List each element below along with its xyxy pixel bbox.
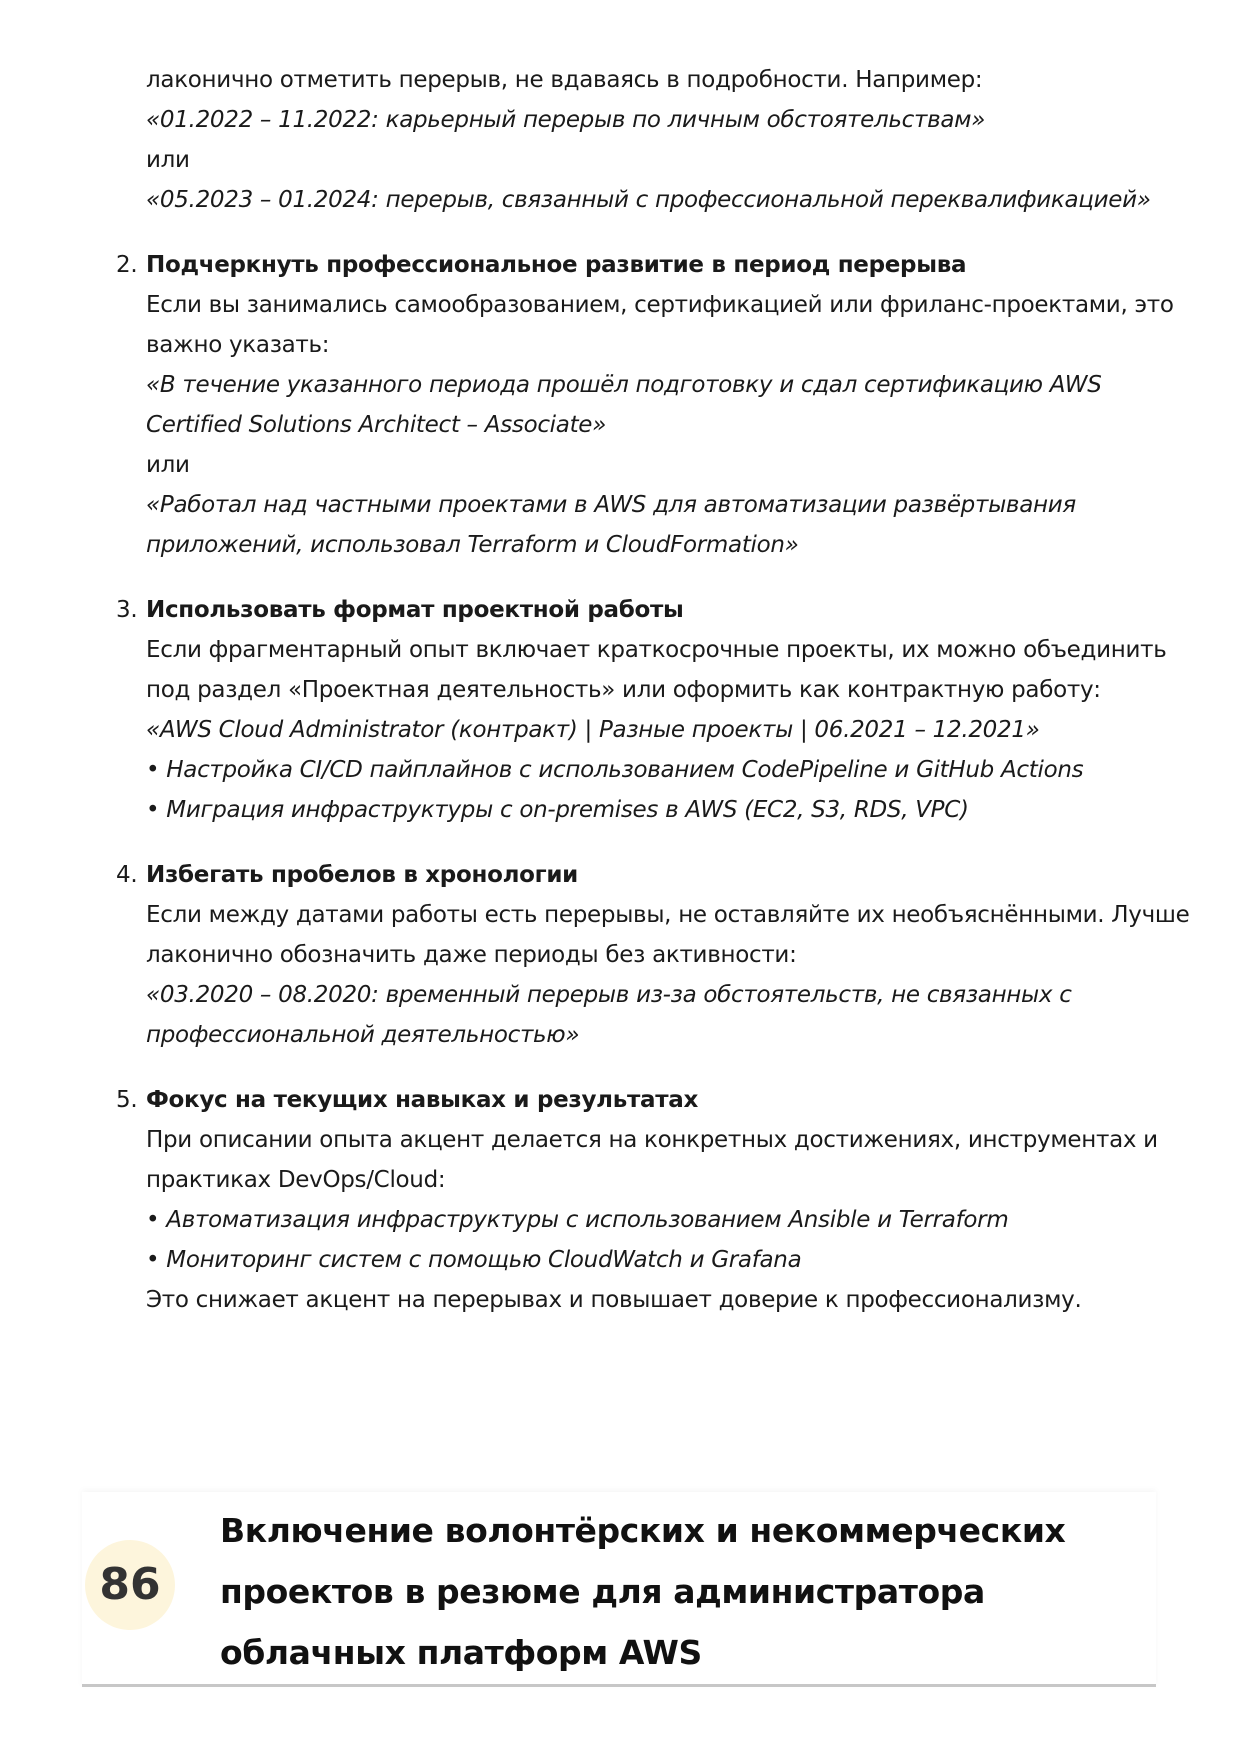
list-item-title: Подчеркнуть профессиональное развитие в период перерыва xyxy=(146,252,967,278)
list-item-number: 4. xyxy=(116,862,138,888)
chapter-title-line: облачных платформ AWS xyxy=(220,1633,702,1672)
list-item-example: «Работал над частными проектами в AWS для автоматизации развёртывания xyxy=(146,492,1076,518)
list-item-example: приложений, использовал Terraform и CloudFormation» xyxy=(146,532,799,558)
list-item-heading xyxy=(0,245,1239,285)
list-item-heading xyxy=(0,1080,1239,1120)
intro-line: лаконично отметить перерыв, не вдаваясь в подробности. Например: xyxy=(146,67,983,93)
list-item-example: «В течение указанного периода прошёл подготовку и сдал сертификацию AWS xyxy=(146,372,1102,398)
chapter-title-line: проектов в резюме для администратора xyxy=(220,1572,985,1611)
list-item-text: или xyxy=(146,452,190,478)
list-item-title: Фокус на текущих навыках и результатах xyxy=(146,1087,698,1113)
list-item-example: Certified Solutions Architect – Associate» xyxy=(146,412,607,438)
list-item-text: лаконично обозначить даже периоды без активности: xyxy=(146,942,797,968)
list-item-number: 5. xyxy=(116,1087,138,1113)
list-item-example: «AWS Cloud Administrator (контракт) | Разные проекты | 06.2021 – 12.2021» xyxy=(146,717,1040,743)
list-item-5 xyxy=(0,1080,1239,1320)
list-item-title: Использовать формат проектной работы xyxy=(146,597,684,623)
list-item-text: Если фрагментарный опыт включает краткосрочные проекты, их можно объединить xyxy=(146,637,1167,663)
list-item-text: Если между датами работы есть перерывы, не оставляйте их необъяснёнными. Лучше xyxy=(146,902,1190,928)
list-item-3 xyxy=(0,590,1239,830)
intro-block xyxy=(0,60,1239,220)
list-item-example: • Настройка CI/CD пайплайнов с использованием CodePipeline и GitHub Actions xyxy=(146,757,1084,783)
list-item-2 xyxy=(0,245,1239,565)
list-item-text: Если вы занимались самообразованием, сертификацией или фриланс-проектами, это xyxy=(146,292,1174,318)
document-body xyxy=(0,60,1239,1320)
intro-example: «01.2022 – 11.2022: карьерный перерыв по личным обстоятельствам» xyxy=(146,107,986,133)
list-item-text: Это снижает акцент на перерывах и повышает доверие к профессионализму. xyxy=(146,1287,1082,1313)
chapter-title-line: Включение волонтёрских и некоммерческих xyxy=(220,1511,1066,1550)
chapter-number-badge: 86 xyxy=(85,1540,175,1630)
list-item-example: • Мониторинг систем с помощью CloudWatch и Grafana xyxy=(146,1247,802,1273)
list-item-text: При описании опыта акцент делается на конкретных достижениях, инструментах и xyxy=(146,1127,1158,1153)
list-item-text: под раздел «Проектная деятельность» или оформить как контрактную работу: xyxy=(146,677,1101,703)
list-item-example: профессиональной деятельностью» xyxy=(146,1022,580,1048)
chapter-title xyxy=(220,1500,1100,1683)
list-item-example: «03.2020 – 08.2020: временный перерыв из-за обстоятельств, не связанных с xyxy=(146,982,1072,1008)
list-item-text: важно указать: xyxy=(146,332,330,358)
list-item-example: • Автоматизация инфраструктуры с использованием Ansible и Terraform xyxy=(146,1207,1009,1233)
list-item-example: • Миграция инфраструктуры с on-premises в AWS (EC2, S3, RDS, VPC) xyxy=(146,797,969,823)
list-item-heading xyxy=(0,855,1239,895)
chapter-header xyxy=(82,1492,1156,1687)
intro-or: или xyxy=(146,147,190,173)
list-item-number: 2. xyxy=(116,252,138,278)
list-item-number: 3. xyxy=(116,597,138,623)
list-item-heading xyxy=(0,590,1239,630)
list-item-text: практиках DevOps/Cloud: xyxy=(146,1167,446,1193)
list-item-title: Избегать пробелов в хронологии xyxy=(146,862,578,888)
list-item-4 xyxy=(0,855,1239,1055)
intro-example: «05.2023 – 01.2024: перерыв, связанный с профессиональной переквалификацией» xyxy=(146,187,1151,213)
